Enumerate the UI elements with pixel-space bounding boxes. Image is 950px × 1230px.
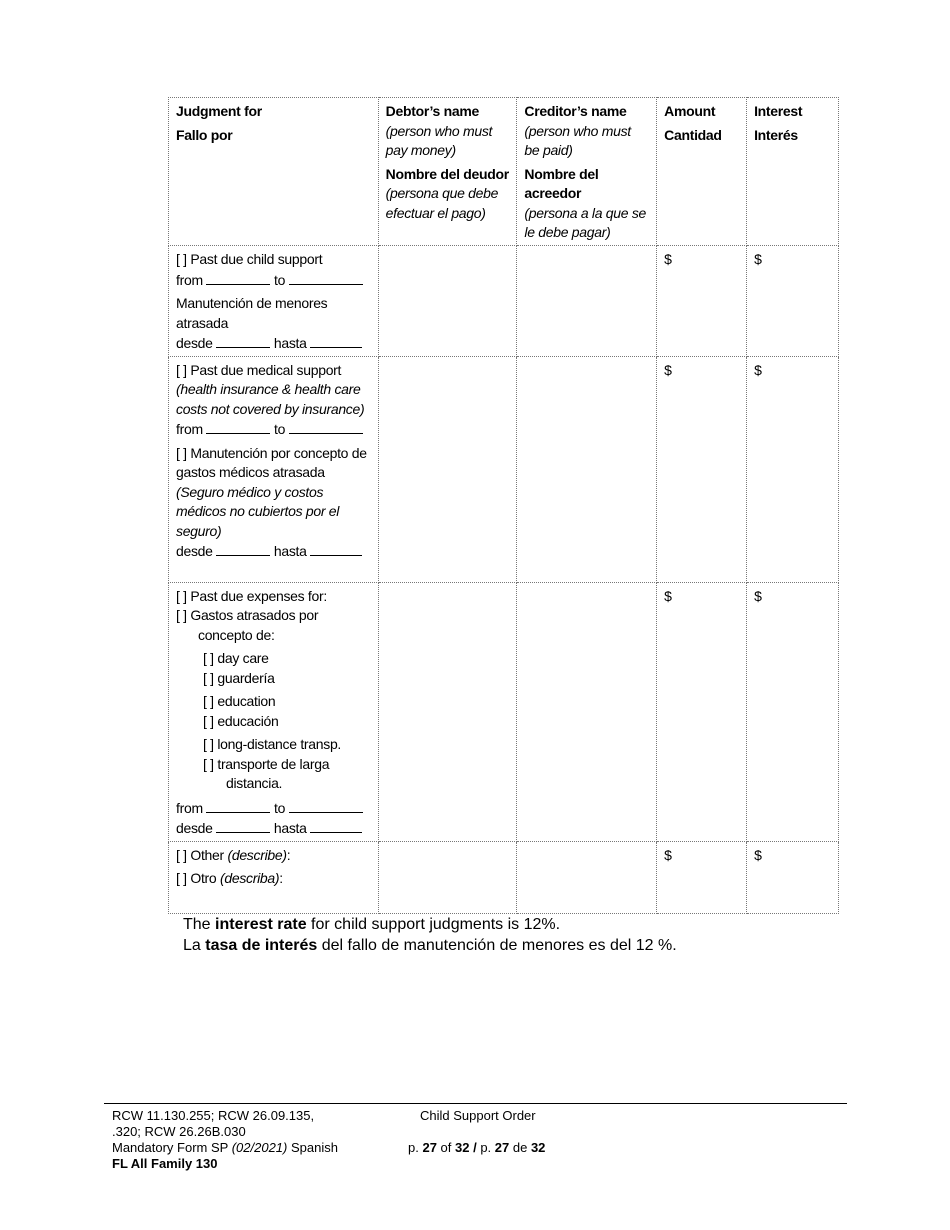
expenses-checkbox-label-es[interactable]: [ ] Gastos atrasados por [176,607,319,623]
header-judgment-en: Judgment for [176,103,262,119]
otro-checkbox-label[interactable] [176,869,371,889]
to-date-field[interactable] [289,419,363,434]
hasta-date-field[interactable] [310,541,362,556]
expenses-interest-field[interactable] [747,582,839,841]
from-label: from [176,421,203,437]
other-debtor-field[interactable] [378,841,517,913]
desde-label: desde [176,335,213,351]
expenses-creditor-field[interactable] [517,582,657,841]
from-label: from [176,271,203,288]
header-interest-es: Interés [754,126,798,143]
footer-rcw-line2: .320; RCW 26.26B.030 [112,1124,246,1139]
guarderia-checkbox[interactable]: [ ] guardería [203,669,275,686]
medical-support-checkbox-label[interactable]: [ ] Past due medical support [176,361,342,378]
to-date-field[interactable] [289,270,363,285]
form-label: Mandatory Form SP [112,1140,232,1155]
child-support-label-es: Manutención de menores atrasada [176,295,328,331]
desde-date-field[interactable] [216,541,270,556]
hasta-label: hasta [273,335,307,351]
from-date-field[interactable] [206,270,270,285]
form-language: Spanish [287,1140,338,1155]
header-debtor-es-note: (persona que debe efectuar el pago) [385,185,499,221]
other-cell [169,841,379,913]
desde-label: desde [176,820,213,836]
desde-date-field[interactable] [216,818,270,833]
row-other [169,841,839,913]
page-current: 27 [422,1140,437,1155]
expenses-checkbox-label[interactable]: [ ] Past due expenses for: [176,587,327,604]
header-creditor-en-note: (person who must be paid) [524,122,631,158]
row-child-support [169,246,839,357]
dollar-sign: $ [754,846,762,863]
transporte-checkbox[interactable]: [ ] transporte de larga [203,755,330,772]
footer-right [408,1108,545,1156]
header-amount [657,98,747,246]
to-label: to [274,799,286,816]
medical-support-cell [169,356,379,582]
page-current-es: 27 [494,1140,510,1155]
page-number [408,1140,545,1156]
colon: : [279,870,283,886]
to-label: to [274,421,286,437]
footer-rcw-line1: RCW 11.130.255; RCW 26.09.135, [112,1108,315,1123]
judgment-table [168,97,839,914]
note-bold: tasa de interés [205,937,318,954]
header-judgment [169,98,379,246]
page-total: 32 [455,1140,470,1155]
expenses-cell [169,582,379,841]
footer-form-line [112,1140,338,1156]
note-text: The [183,916,216,933]
header-amount-en: Amount [664,103,716,119]
other-interest-field[interactable] [747,841,839,913]
hasta-label: hasta [273,820,307,836]
footer-divider [104,1103,847,1104]
header-debtor-es: Nombre del deudor [385,165,509,182]
header-debtor-en-note: (person who must pay money) [385,122,493,158]
dollar-sign: $ [664,361,672,378]
desde-date-field[interactable] [216,333,270,348]
from-label: from [176,799,203,816]
header-debtor-en: Debtor’s name [385,103,480,119]
hasta-date-field[interactable] [310,333,362,348]
child-support-creditor-field[interactable] [517,246,657,357]
to-date-field[interactable] [289,798,363,813]
day-care-checkbox[interactable]: [ ] day care [203,650,269,666]
otro-label-italic: (describa) [219,870,280,886]
interest-rate-note-en [183,914,677,935]
form-date: (02/2021) [231,1140,288,1155]
other-amount-field[interactable] [657,841,747,913]
page-de: de [509,1140,531,1155]
otro-label-prefix: [ ] Otro [176,870,220,886]
from-date-field[interactable] [206,419,270,434]
dollar-sign: $ [664,587,672,604]
child-support-cell [169,246,379,357]
row-medical-support [169,356,839,582]
other-label-prefix: [ ] Other [176,846,228,863]
footer-left [112,1108,338,1172]
header-creditor [517,98,657,246]
child-support-checkbox-label[interactable]: [ ] Past due child support [176,251,323,267]
desde-label: desde [176,543,213,559]
dollar-sign: $ [754,251,762,267]
header-creditor-en: Creditor’s name [524,103,627,119]
expenses-debtor-field[interactable] [378,582,517,841]
transport-checkbox[interactable]: [ ] long-distance transp. [203,736,342,752]
medical-support-checkbox-label-es[interactable]: [ ] Manutención por concepto de gastos médicos atrasada [176,444,367,480]
hasta-date-field[interactable] [310,818,362,833]
child-support-amount-field[interactable] [657,246,747,357]
other-label-italic: (describe) [227,846,287,863]
note-text: for child support judgments is 12%. [306,916,561,933]
dollar-sign: $ [664,846,672,863]
expenses-amount-field[interactable] [657,582,747,841]
other-creditor-field[interactable] [517,841,657,913]
header-debtor [378,98,517,246]
hasta-label: hasta [273,543,307,559]
dollar-sign: $ [754,587,762,604]
header-row [169,98,839,246]
dollar-sign: $ [664,251,672,267]
from-date-field[interactable] [206,798,270,813]
page-of: of [436,1140,456,1155]
education-checkbox[interactable]: [ ] education [203,693,276,709]
medical-support-note-en: (health insurance & health care costs not covered by insurance) [176,381,365,417]
footer-title: Child Support Order [420,1108,536,1123]
medical-support-interest-field[interactable] [747,356,839,582]
interest-rate-note [183,914,677,956]
interest-rate-note-es [183,935,677,956]
header-creditor-es: Nombre del acreedor [524,165,599,201]
dollar-sign: $ [754,361,762,378]
expenses-label-es-cont: concepto de: [198,626,275,643]
header-creditor-es-note: (persona a la que se le debe pagar) [524,204,647,240]
child-support-interest-field[interactable] [747,246,839,357]
header-amount-es: Cantidad [664,126,722,143]
page-slash: / [469,1140,481,1155]
page-prefix: p. [408,1140,423,1155]
educacion-checkbox[interactable]: [ ] educación [203,712,279,729]
note-text: del fallo de manutención de menores es del 12 %. [317,937,677,954]
medical-support-creditor-field[interactable] [517,356,657,582]
to-label: to [274,271,286,288]
page-prefix-es: p. [480,1140,495,1155]
medical-support-debtor-field[interactable] [378,356,517,582]
transporte-label-cont: distancia. [226,775,283,791]
header-interest [747,98,839,246]
page-total-es: 32 [530,1140,546,1155]
header-judgment-es: Fallo por [176,126,233,143]
child-support-debtor-field[interactable] [378,246,517,357]
colon: : [286,846,291,863]
row-expenses [169,582,839,841]
note-text: La [183,937,206,954]
medical-support-amount-field[interactable] [657,356,747,582]
medical-support-note-es: (Seguro médico y costos médicos no cubiertos por el seguro) [176,483,340,539]
note-bold: interest rate [215,916,307,933]
other-checkbox-label[interactable] [176,846,371,866]
header-interest-en: Interest [754,103,803,119]
footer-form-code: FL All Family 130 [112,1156,218,1171]
